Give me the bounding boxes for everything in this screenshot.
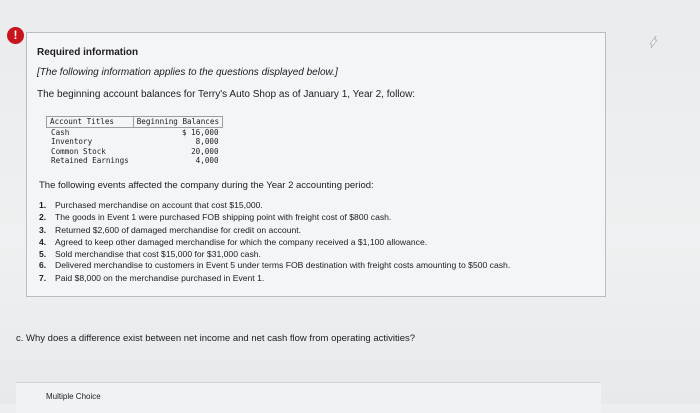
account-title: Retained Earnings (51, 156, 129, 165)
account-title: Inventory (51, 137, 93, 146)
event-text: Purchased merchandise on account that cost $15,000. (55, 200, 263, 210)
list-item (39, 260, 599, 270)
event-text: The goods in Event 1 were purchased FOB shipping point with freight cost of $800 cash. (55, 212, 392, 223)
table-row (47, 156, 223, 166)
multiple-choice-label: Multiple Choice (46, 392, 101, 401)
event-number: 5. (39, 249, 47, 260)
required-info-title: Required information (37, 47, 139, 58)
event-number: 4. (39, 236, 47, 247)
list-item (39, 199, 599, 211)
event-number: 7. (39, 273, 47, 284)
list-item (39, 224, 599, 236)
alert-icon: ! (7, 27, 24, 44)
info-note: [The following information applies to the questions displayed below.] (37, 67, 338, 78)
multiple-choice-panel (16, 382, 601, 413)
list-item (39, 236, 599, 248)
event-number: 3. (39, 224, 47, 235)
event-number: 6. (39, 260, 47, 271)
account-title: Cash (51, 127, 70, 137)
event-text: Agreed to keep other damaged merchandise for which the company received a $1,100 allowance. (55, 236, 428, 247)
events-intro: The following events affected the company during the Year 2 accounting period: (39, 180, 374, 191)
list-item (39, 248, 599, 260)
table-row (47, 147, 223, 157)
table-row (47, 127, 223, 137)
event-text: Returned $2,600 of damaged merchandise for credit on account. (55, 224, 302, 235)
balances-intro: The beginning account balances for Terry's Auto Shop as of January 1, Year 2, follow: (37, 89, 416, 100)
beginning-balances-table (46, 116, 223, 166)
event-text: Paid $8,000 on the merchandise purchased in Event 1. (55, 273, 265, 284)
list-item (39, 272, 599, 284)
event-text: Sold merchandise that cost $15,000 for $31,000 cash. (55, 249, 261, 260)
events-list (39, 199, 599, 285)
pointer-cursor-icon (647, 35, 659, 49)
question-c: c. Why does a difference exist between net income and net cash flow from operating activities? (16, 333, 416, 344)
table-row (47, 137, 223, 147)
column-header-beginning-balances: Beginning Balances (133, 117, 222, 128)
event-text: Delivered merchandise to customers in Event 5 under terms FOB destination with freight costs amounting to $500 cash. (55, 260, 511, 271)
list-item (39, 211, 599, 223)
event-number: 1. (39, 200, 47, 210)
account-amount: 20,000 (191, 146, 219, 156)
account-amount: $ 16,000 (181, 127, 219, 137)
account-amount: 4,000 (195, 156, 219, 165)
column-header-account-titles: Account Titles (47, 117, 134, 128)
event-number: 2. (39, 212, 47, 223)
account-amount: 8,000 (195, 137, 219, 146)
account-title: Common Stock (51, 146, 106, 156)
table-header-row (47, 117, 223, 128)
